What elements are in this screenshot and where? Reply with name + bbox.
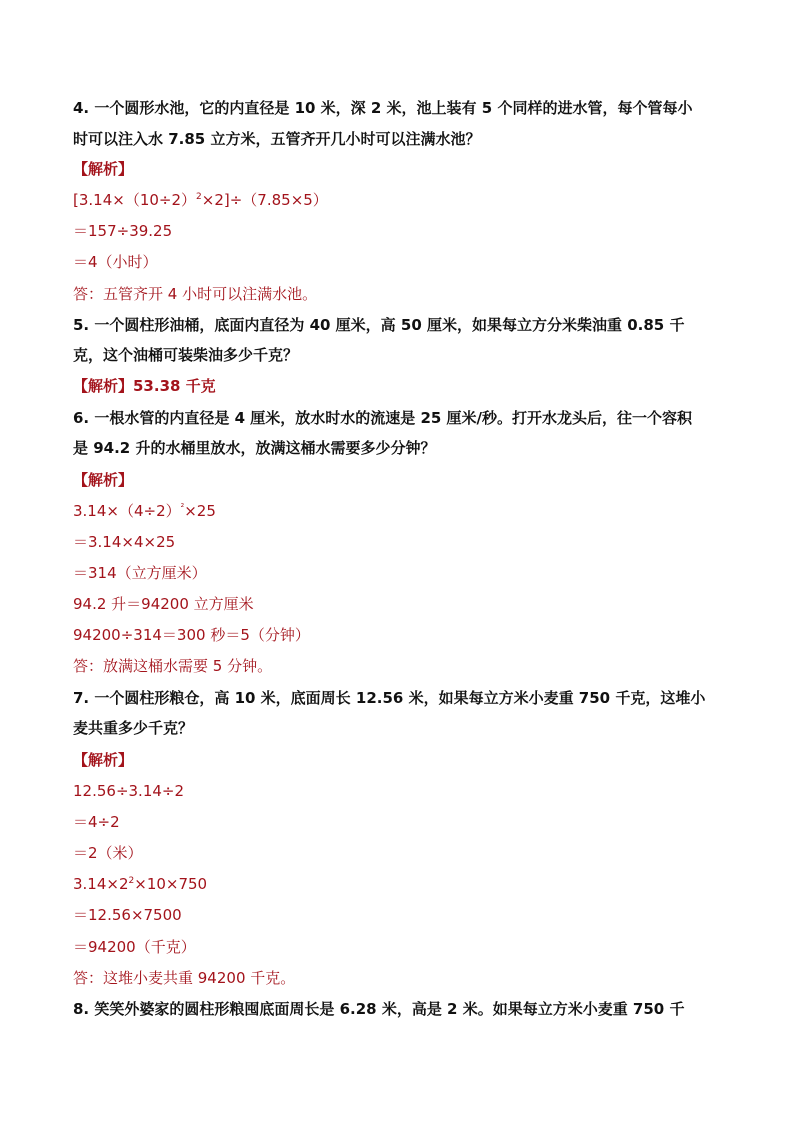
q5-text-line-1: 5. 一个圆柱形油桶，底面内直径为 40 厘米，高 50 厘米，如果每立方分米柴油重 0.85 千 xyxy=(73,316,685,334)
q6-text-line-2: 是 94.2 升的水桶里放水，放满这桶水需要多少分钟？ xyxy=(73,439,436,457)
q7-step-4-part-b: ×10×750 xyxy=(134,875,208,893)
q7-step-4-part-a: 3.14×2 xyxy=(73,875,129,893)
q8-text-line-1: 8. 笑笑外婆家的圆柱形粮囤底面周长是 6.28 米，高是 2 米。如果每立方米小麦重 750 千 xyxy=(73,1000,685,1018)
q7-step-4-exponent: 2 xyxy=(128,876,135,886)
q4-step-1-exponent: 2 xyxy=(196,192,202,202)
q4-text-line-1: 4. 一个圆形水池，它的内直径是 10 米，深 2 米，池上装有 5 个同样的进水管，每个管每小 xyxy=(73,99,693,117)
q6-text-line-1: 6. 一根水管的内直径是 4 厘米，放水时水的流速是 25 厘米/秒。打开水龙头后，往一个容积 xyxy=(73,409,693,427)
q4-analysis-header: 【解析】 xyxy=(73,160,134,178)
q7-text-line-1: 7. 一个圆柱形粮仓，高 10 米，底面周长 12.56 米，如果每立方米小麦重 750 千克，这堆小 xyxy=(73,689,706,707)
q7-step-1: 12.56÷3.14÷2 xyxy=(73,782,185,800)
q5-analysis-answer: 【解析】53.38 千克 xyxy=(73,377,216,395)
q7-analysis-header: 【解析】 xyxy=(73,751,134,769)
q4-step-1 xyxy=(73,190,328,210)
q7-answer: 答：这堆小麦共重 94200 千克。 xyxy=(73,969,296,987)
q4-answer: 答：五管齐开 4 小时可以注满水池。 xyxy=(73,285,318,303)
q4-step-1-part-a: [3.14×（10÷2） xyxy=(73,191,197,209)
q7-step-4 xyxy=(73,874,207,894)
q6-step-1-exponent: ² xyxy=(180,503,185,513)
q6-step-1-part-a: 3.14×（4÷2） xyxy=(73,502,181,520)
q6-step-2: ＝3.14×4×25 xyxy=(73,533,176,551)
q6-answer: 答：放满这桶水需要 5 分钟。 xyxy=(73,657,273,675)
q7-step-2: ＝4÷2 xyxy=(73,813,120,831)
q4-step-3: ＝4（小时） xyxy=(73,253,158,271)
q6-analysis-header: 【解析】 xyxy=(73,471,134,489)
q4-step-2: ＝157÷39.25 xyxy=(73,222,173,240)
q7-text-line-2: 麦共重多少千克？ xyxy=(73,719,194,737)
q6-step-1-part-b: ×25 xyxy=(184,502,216,520)
q5-text-line-2: 克，这个油桶可装柴油多少千克？ xyxy=(73,346,299,364)
q7-step-5: ＝12.56×7500 xyxy=(73,906,182,924)
q6-step-3: ＝314（立方厘米） xyxy=(73,564,207,582)
q7-step-3: ＝2（米） xyxy=(73,844,143,862)
q4-step-1-part-b: ×2]÷（7.85×5） xyxy=(201,191,328,209)
q6-step-4: 94.2 升＝94200 立方厘米 xyxy=(73,595,254,613)
q6-step-5: 94200÷314＝300 秒＝5（分钟） xyxy=(73,626,310,644)
q7-step-6: ＝94200（千克） xyxy=(73,938,196,956)
q4-text-line-2: 时可以注入水 7.85 立方米，五管齐开几小时可以注满水池？ xyxy=(73,130,481,148)
q6-step-1 xyxy=(73,501,216,521)
